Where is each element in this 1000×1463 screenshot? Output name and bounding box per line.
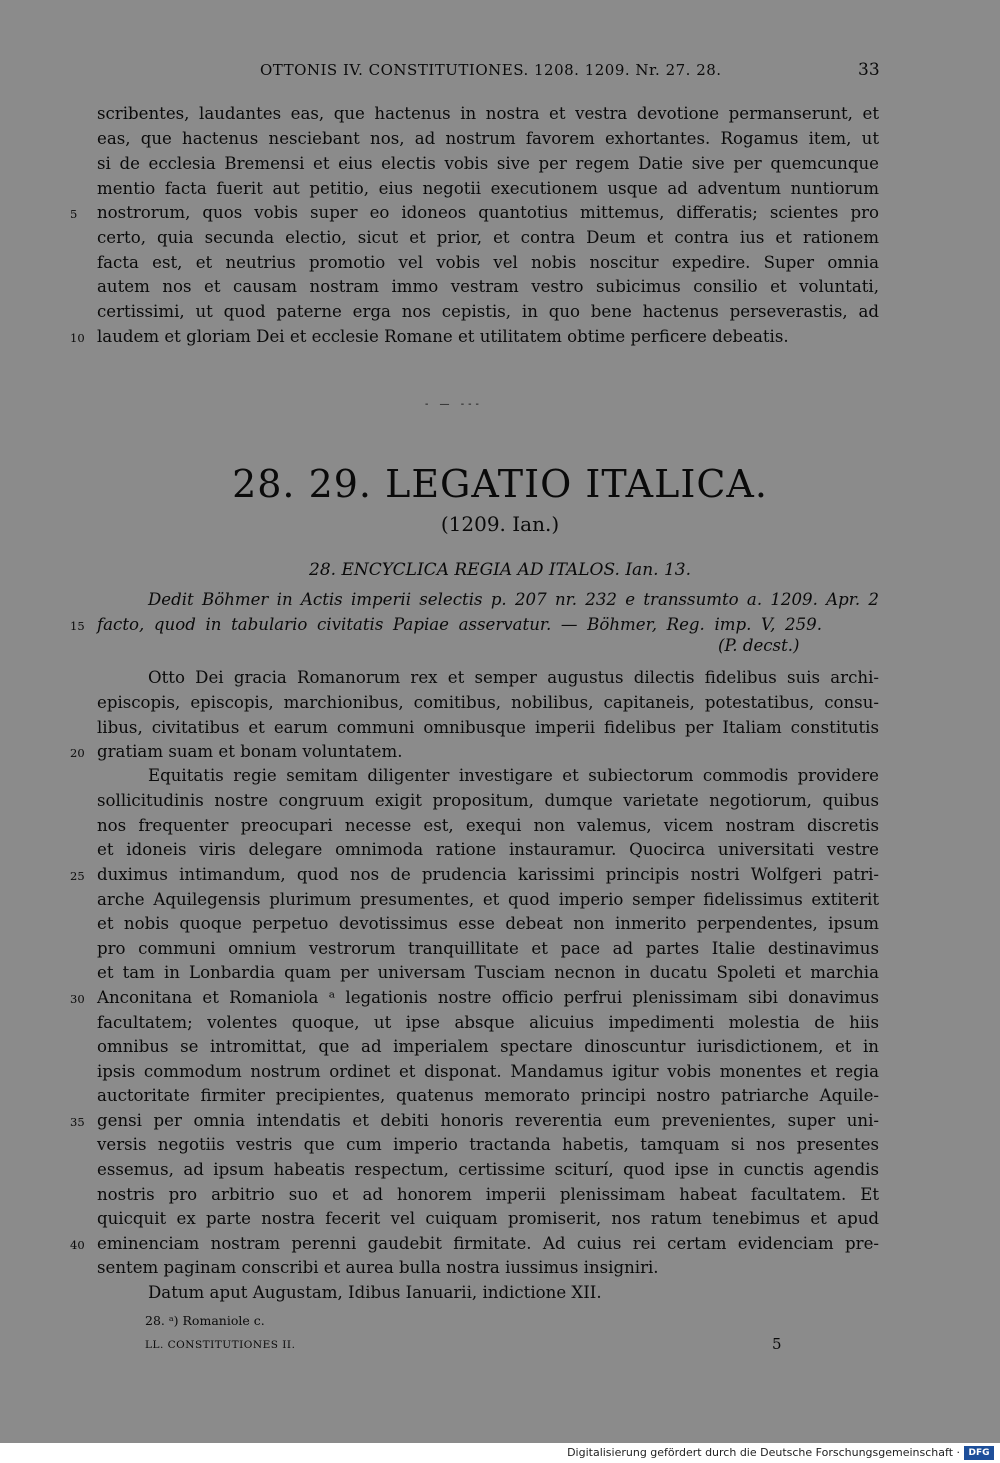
- line-number: 5: [70, 207, 78, 221]
- text-line: nostrorum, quos vobis super eo idoneos quantotius mittemus, differatis; scientes pro: [97, 203, 879, 222]
- line-number: 35: [70, 1115, 85, 1129]
- text-line: gratiam suam et bonam voluntatem.: [97, 742, 403, 761]
- text-line: Anconitana et Romaniola ᵃ legationis nostre officio perfrui plenissimam sibi donavimus: [97, 988, 879, 1007]
- footer-signature: LL. CONSTITUTIONES II.: [145, 1339, 296, 1351]
- dating-clause: Datum aput Augustam, Idibus Ianuarii, indictione XII.: [148, 1283, 602, 1302]
- text-line: pro communi omnium vestrorum tranquillitate et pace ad partes Italie destinavimus: [97, 939, 879, 958]
- line-number: 15: [70, 619, 85, 633]
- text-line: nos frequenter preocupari necesse est, exequi non valemus, vicem nostram discretis: [97, 816, 879, 835]
- text-line: quicquit ex parte nostra fecerit vel cuiquam promiserit, nos ratum tenebimus et apud: [97, 1209, 879, 1228]
- line-number: 40: [70, 1238, 85, 1252]
- line-number: 20: [70, 746, 85, 760]
- text-line: et tam in Lonbardia quam per universam Tusciam necnon in ducatu Spoleti et marchia: [97, 963, 879, 982]
- credit-text: Digitalisierung gefördert durch die Deutsche Forschungsgemeinschaft ·: [567, 1446, 960, 1459]
- text-line: gensi per omnia intendatis et debiti honoris reverentia eum prevenientes, super uni-: [97, 1111, 879, 1130]
- text-line: omnibus se intromittat, que ad imperialem spectare dinoscuntur iurisdictionem, et in: [97, 1037, 879, 1056]
- source-note: Dedit Böhmer in Actis imperii selectis p. 207 nr. 232 e transsumto a. 1209. Apr. 2: [148, 590, 879, 609]
- text-line: eminenciam nostram perenni gaudebit firmitate. Ad cuius rei certam evidenciam pre-: [97, 1234, 879, 1253]
- text-line: scribentes, laudantes eas, que hactenus in nostra et vestra devotione permanserunt, et: [97, 104, 879, 123]
- text-line: versis negotiis vestris que cum imperio tractanda habetis, tamquam si nos presentes: [97, 1135, 879, 1154]
- section-date: (1209. Ian.): [440, 512, 560, 536]
- source-note: facto, quod in tabulario civitatis Papiae asservatur. — Böhmer, Reg. imp. V, 259.: [97, 615, 822, 634]
- text-line: sollicitudinis nostre congruum exigit propositum, dumque varietate negotiorum, quibus: [97, 791, 879, 810]
- footer-sheet-number: 5: [772, 1335, 782, 1353]
- dfg-logo-icon: DFG: [964, 1446, 994, 1460]
- text-line: auctoritate firmiter precipientes, quatenus memorato principi nostro patriarche Aquile-: [97, 1086, 879, 1105]
- text-line: et nobis quoque perpetuo devotissimus esse debeat non inmerito perpendentes, ipsum: [97, 914, 879, 933]
- line-number: 30: [70, 992, 85, 1006]
- text-line: duximus intimandum, quod nos de prudencia karissimi principis nostri Wolfgeri patri-: [97, 865, 879, 884]
- text-line: si de ecclesia Bremensi et eius electis vobis sive per regem Datie sive per quemcunque: [97, 154, 879, 173]
- document-title: 28. ENCYCLICA REGIA AD ITALOS. Ian. 13.: [309, 560, 691, 580]
- text-line: sentem paginam conscribi et aurea bulla nostra iussimus insigniri.: [97, 1258, 659, 1277]
- text-line: nostris pro arbitrio suo et ad honorem imperii plenissimam habeat facultatem. Et: [97, 1185, 879, 1204]
- line-number: 10: [70, 331, 85, 345]
- text-line: et idoneis viris delegare omnimoda ratione instauramur. Quocirca universitati vestre: [97, 840, 879, 859]
- text-line: Otto Dei gracia Romanorum rex et semper augustus dilectis fidelibus suis archi-: [148, 668, 879, 687]
- text-line: essemus, ad ipsum habeatis respectum, certissime sciturí, quod ipse in cunctis agendis: [97, 1160, 879, 1179]
- text-line: certo, quia secunda electio, sicut et prior, et contra Deum et contra ius et rationem: [97, 228, 879, 247]
- text-line: Equitatis regie semitam diligenter investigare et subiectorum commodis providere: [148, 766, 879, 785]
- text-line: mentio facta fuerit aut petitio, eius negotii executionem usque ad adventum nuntiorum: [97, 179, 879, 198]
- running-header: OTTONIS IV. CONSTITUTIONES. 1208. 1209. Nr. 27. 28.: [260, 61, 722, 79]
- section-title: 28. 29. LEGATIO ITALICA.: [232, 462, 768, 506]
- section-divider: - — ---: [425, 399, 483, 410]
- text-line: ipsis commodum nostrum ordinet et disponat. Mandamus igitur vobis monentes et regia: [97, 1062, 879, 1081]
- text-line: facultatem; volentes quoque, ut ipse absque alicuius impedimenti molestia de hiis: [97, 1013, 879, 1032]
- line-number: 25: [70, 869, 85, 883]
- text-line: libus, civitatibus et earum communi omnibusque imperii fidelibus per Italiam constitutis: [97, 718, 879, 737]
- footnote: 28. ᵃ) Romaniole c.: [145, 1313, 265, 1328]
- page-number: 33: [858, 60, 880, 80]
- text-line: autem nos et causam nostram immo vestram vestro subicimus consilio et voluntati,: [97, 277, 879, 296]
- text-line: laudem et gloriam Dei et ecclesie Romane et utilitatem obtime perficere debeatis.: [97, 327, 789, 346]
- source-note-editor: (P. decst.): [718, 636, 800, 655]
- text-line: eas, que hactenus nesciebant nos, ad nostrum favorem exhortantes. Rogamus item, ut: [97, 129, 879, 148]
- text-line: facta est, et neutrius promotio vel vobis vel nobis noscitur expedire. Super omnia: [97, 253, 879, 272]
- text-line: episcopis, episcopis, marchionibus, comitibus, nobilibus, capitaneis, potestatibus, consu-: [97, 693, 879, 712]
- credit-bar: [0, 1443, 1000, 1463]
- text-line: arche Aquilegensis plurimum presumentes, et quod imperio semper fidelissimus extiterit: [97, 890, 879, 909]
- text-line: certissimi, ut quod paterne erga nos cepistis, in quo bene hactenus perseverastis, ad: [97, 302, 879, 321]
